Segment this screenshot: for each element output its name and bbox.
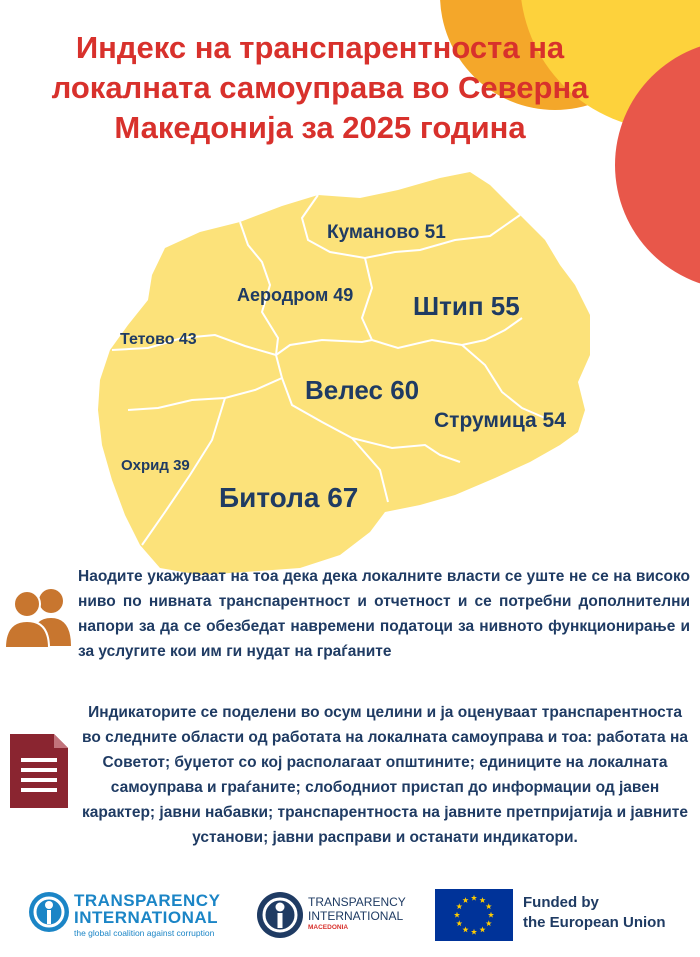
- title-line-1: Индекс на транспарентноста на: [75, 30, 565, 65]
- region-label-strumica: Струмица 54: [434, 409, 566, 432]
- region-label-aerodrom: Аеродром 49: [237, 285, 354, 305]
- title-line-3: Македонија за 2025 година: [114, 110, 526, 145]
- indicators-text: Индикаторите се поделени во осум целини и ја оценуваат транспарентноста во следните области од работата на локалната самоуправа и тоа: работата на Советот; буџетот со кој располагаат општините; единиците на локалната самоуправа и граѓаните; слободниот пристап до информации од јавен карактер; јавни набавки; транспарентноста на јавните претпријатија и јавните установи; јавни расправи и останати индикатори.: [82, 704, 688, 846]
- ti-logo-line2: INTERNATIONAL: [74, 908, 219, 927]
- title-line-2: локалната самоуправа во Северна: [51, 70, 589, 105]
- ti-mk-line3: MACEDONIA: [308, 924, 349, 931]
- region-label-kumanovo: Куманово 51: [327, 222, 446, 243]
- ti-logo: [28, 891, 243, 941]
- findings-text: Наодите укажуваат на тоа дека дека локалните власти се уште не се на високо ниво по нивната транспарентност и отчетност и се потребни дополнителни напори за да се обезбедат навремени податоци за нивното функционирање и за услугите кои им ги нудат на граѓаните: [78, 568, 690, 660]
- ti-globe-icon: [28, 891, 70, 933]
- ti-mk-line2: INTERNATIONAL: [308, 909, 404, 923]
- eu-funded-line1: Funded by: [523, 894, 599, 911]
- ti-logo-line1: TRANSPARENCY: [74, 891, 221, 910]
- ti-mk-line1: TRANSPARENCY: [308, 895, 406, 909]
- region-label-tetovo: Тетово 43: [120, 331, 197, 348]
- eu-flag-icon: [435, 889, 513, 941]
- ti-macedonia-logo: [256, 891, 416, 941]
- region-label-veles: Велес 60: [305, 375, 420, 405]
- eu-funded-line2: the European Union: [523, 914, 666, 931]
- ti-logo-tagline: the global coalition against corruption: [74, 928, 215, 938]
- region-label-ohrid: Охрид 39: [121, 457, 190, 474]
- ti-mk-globe-icon: [256, 891, 304, 939]
- people-icon: [5, 586, 73, 648]
- document-icon: [10, 734, 68, 808]
- region-label-shtip: Штип 55: [413, 291, 520, 321]
- region-label-bitola: Битола 67: [219, 482, 359, 513]
